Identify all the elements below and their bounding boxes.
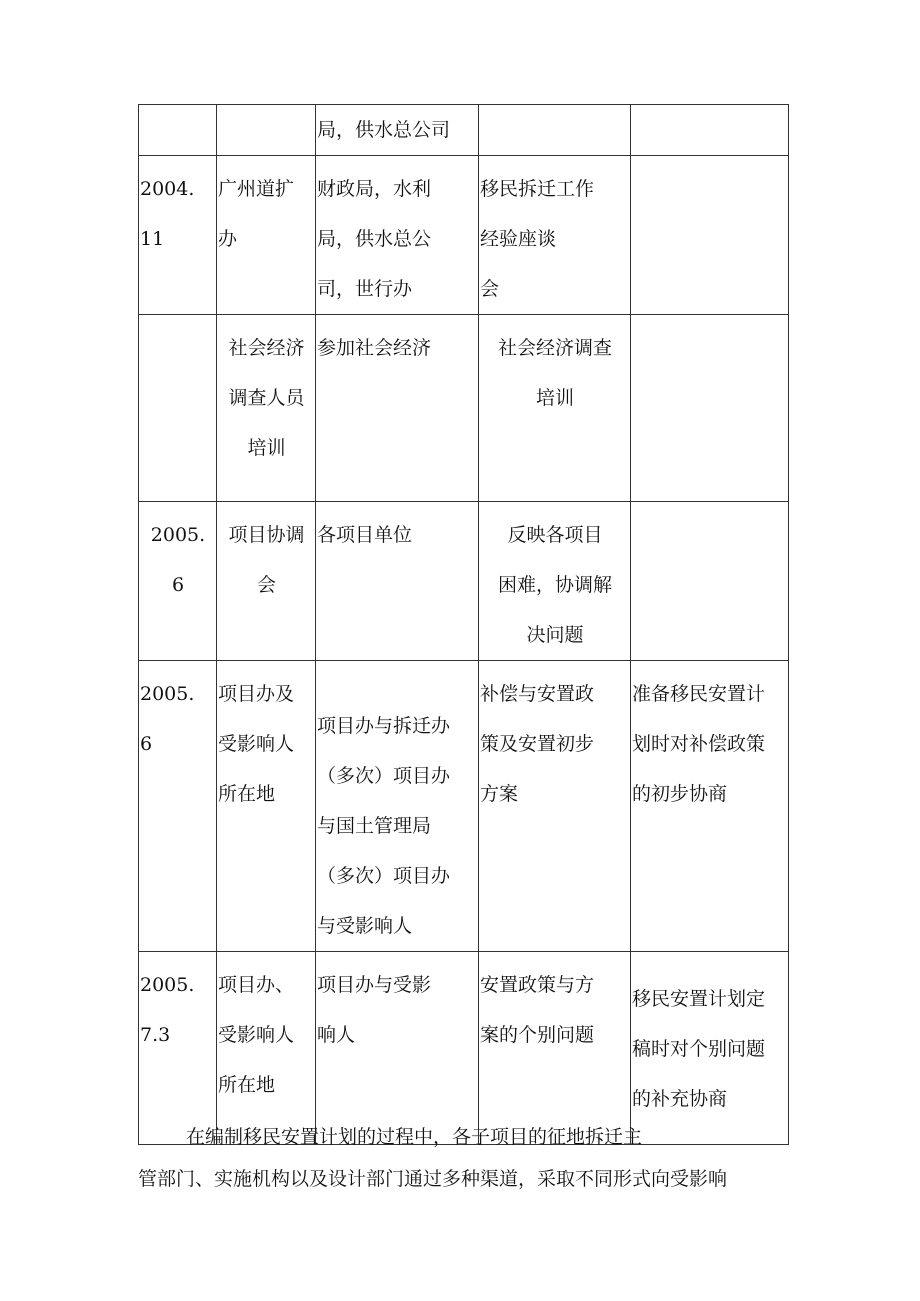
cell-line: 与受影响人 (317, 915, 413, 937)
cell-participants (316, 105, 479, 156)
table-row (139, 952, 789, 1145)
table-row (139, 502, 789, 661)
cell-line: 广州道扩 (218, 178, 295, 200)
cell-notes (631, 952, 789, 1145)
cell-organizer (217, 315, 316, 502)
cell-line: 社会经济调查 (497, 337, 612, 359)
cell-content (479, 952, 631, 1145)
table-row (139, 156, 789, 315)
cell-line: 局，供水总公司 (317, 119, 451, 141)
consultation-table (138, 104, 789, 1145)
cell-date (139, 156, 217, 315)
cell-notes (631, 661, 789, 952)
cell-line: 项目协调 (228, 524, 305, 546)
cell-line: 6 (140, 733, 153, 755)
cell-participants (316, 156, 479, 315)
cell-line: 6 (171, 574, 185, 596)
cell-content (479, 661, 631, 952)
cell-content (479, 105, 631, 156)
cell-date (139, 502, 217, 661)
cell-line: 补偿与安置政 (480, 683, 595, 705)
cell-line: 各项目单位 (317, 524, 413, 546)
cell-line: 局，供水总公 (317, 228, 432, 250)
cell-line: 参加社会经济 (317, 337, 432, 359)
cell-line: 社会经济 (228, 337, 305, 359)
cell-line: 项目办与受影 (317, 974, 432, 996)
cell-date (139, 105, 217, 156)
cell-line: 反映各项目 (507, 524, 603, 546)
cell-line: 2005. (140, 683, 195, 705)
cell-line: 受影响人 (218, 1024, 295, 1046)
cell-organizer (217, 661, 316, 952)
cell-content (479, 315, 631, 502)
cell-line: 会 (256, 574, 276, 596)
cell-participants (316, 315, 479, 502)
cell-line: 安置政策与方 (480, 974, 595, 996)
body-paragraph-line-1: 在编制移民安置计划的过程中，各子项目的征地拆迁主 (186, 1126, 643, 1148)
cell-participants (316, 661, 479, 952)
cell-line: 司，世行办 (317, 278, 413, 300)
cell-line: 会 (480, 278, 500, 300)
cell-participants (316, 502, 479, 661)
cell-organizer (217, 952, 316, 1145)
cell-line: 调查人员 (228, 387, 305, 409)
cell-line: 培训 (535, 387, 574, 409)
cell-line: 案的个别问题 (480, 1024, 595, 1046)
cell-notes (631, 105, 789, 156)
cell-line: 所在地 (218, 783, 276, 805)
cell-line: 2005. (150, 524, 206, 546)
cell-line: 的补充协商 (632, 1088, 728, 1110)
cell-line: 准备移民安置计 (632, 683, 766, 705)
table-row (139, 315, 789, 502)
cell-line: 响人 (317, 1024, 356, 1046)
cell-line: 项目办、 (218, 974, 295, 996)
cell-line: 移民安置计划定 (632, 988, 766, 1010)
table-row (139, 105, 789, 156)
cell-line: 2004. (140, 178, 195, 200)
cell-line: （多次）项目办 (317, 865, 451, 887)
cell-line: 决问题 (526, 624, 584, 646)
table-row (139, 661, 789, 952)
cell-line: 2005. (140, 974, 195, 996)
cell-line: 划时对补偿政策 (632, 733, 766, 755)
cell-line: 策及安置初步 (480, 733, 595, 755)
cell-organizer (217, 105, 316, 156)
cell-line: 项目办及 (218, 683, 295, 705)
cell-notes (631, 502, 789, 661)
cell-line: 受影响人 (218, 733, 295, 755)
cell-line: 项目办与拆迁办 (317, 715, 451, 737)
cell-line: 11 (140, 228, 165, 250)
cell-line: 办 (218, 228, 238, 250)
cell-line: 移民拆迁工作 (480, 178, 595, 200)
cell-date (139, 952, 217, 1145)
cell-line: 的初步协商 (632, 783, 728, 805)
cell-organizer (217, 156, 316, 315)
cell-content (479, 156, 631, 315)
cell-line: 稿时对个别问题 (632, 1038, 766, 1060)
cell-line: 方案 (480, 783, 519, 805)
cell-line: 培训 (247, 437, 286, 459)
cell-line: 财政局，水利 (317, 178, 432, 200)
cell-content (479, 502, 631, 661)
cell-date (139, 661, 217, 952)
cell-line: 困难，协调解 (497, 574, 612, 596)
cell-participants (316, 952, 479, 1145)
cell-line: 7.3 (140, 1024, 171, 1046)
cell-line: 与国土管理局 (317, 815, 432, 837)
cell-notes (631, 315, 789, 502)
cell-line: 所在地 (218, 1074, 276, 1096)
body-paragraph-line-2: 管部门、实施机构以及设计部门通过多种渠道，采取不同形式向受影响 (138, 1168, 728, 1190)
cell-organizer (217, 502, 316, 661)
cell-notes (631, 156, 789, 315)
cell-date (139, 315, 217, 502)
cell-line: 经验座谈 (480, 228, 557, 250)
cell-line: （多次）项目办 (317, 765, 451, 787)
